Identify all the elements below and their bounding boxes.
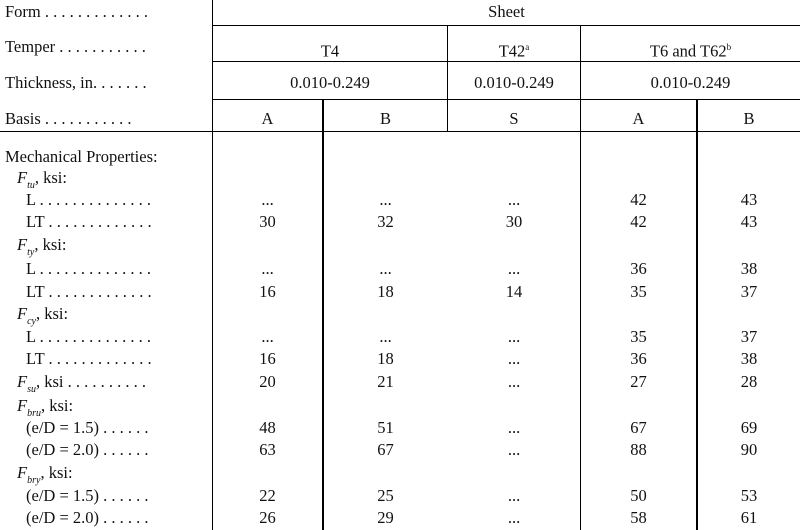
hline-form [213,25,800,26]
cell: 16 [259,349,276,368]
cell: ... [507,486,521,505]
row-label: (e/D = 1.5) . . . . . . [26,486,149,505]
cell: 16 [259,282,276,301]
thickness-t42: 0.010-0.249 [474,73,554,92]
cell: 63 [259,440,276,459]
basis-label: Basis . . . . . . . . . . . [5,109,132,128]
cell: ... [507,349,521,368]
thickness-t6: 0.010-0.249 [650,73,731,92]
group-fty-label: $F_{ty}$, ksi: [17,235,67,258]
cell: ... [507,327,521,346]
basis-b2: B [743,109,755,128]
cell: ... [261,190,274,209]
cell: 36 [630,349,647,368]
sheet-header: Sheet [488,2,525,21]
temper-t42: T42$^a$ [498,41,530,61]
cell: 29 [377,508,394,527]
hline-temper [213,61,800,62]
cell: 38 [740,349,758,368]
basis-s: S [509,109,519,128]
form-label: Form . . . . . . . . . . . . . [5,2,149,21]
group-fcy-label: $F_{cy}$, ksi: [17,304,69,327]
row-label: (e/D = 1.5) . . . . . . [26,418,149,437]
cell: ... [261,327,274,346]
row-label: LT . . . . . . . . . . . . . [26,282,152,301]
thickness-label: Thickness, in. . . . . . . [5,73,147,92]
cell: 42 [630,190,647,209]
row-label: (e/D = 2.0) . . . . . . [26,508,149,527]
cell: ... [507,372,521,391]
cell: 42 [630,212,647,231]
cell: 37 [740,327,758,346]
cell: 25 [377,486,394,505]
cell: 22 [259,486,276,505]
cell: ... [507,440,521,459]
cell: 67 [630,418,647,437]
basis-b1: B [379,109,391,128]
row-label: L . . . . . . . . . . . . . . [26,259,151,278]
cell: 20 [259,372,276,391]
col-divider-t6-ab [696,99,698,530]
row-label: LT . . . . . . . . . . . . . [26,349,152,368]
cell: 21 [377,372,394,391]
fsu-label: $F_{su}$, ksi . . . . . . . . . . [17,372,147,395]
cell: ... [507,508,521,527]
cell: 50 [630,486,647,505]
cell: 35 [630,327,647,346]
basis-a2: A [632,109,645,128]
cell: 30 [259,212,276,231]
cell: 14 [505,282,523,301]
cell: 58 [630,508,647,527]
row-label: (e/D = 2.0) . . . . . . [26,440,149,459]
group-ftu-label: $F_{tu}$, ksi: [17,168,67,191]
cell: 43 [740,190,758,209]
cell: 51 [377,418,394,437]
cell: 27 [630,372,647,391]
hline-basis [0,131,800,132]
cell: 26 [259,508,276,527]
cell: 38 [740,259,758,278]
temper-label: Temper . . . . . . . . . . . [5,37,146,56]
cell: 30 [505,212,523,231]
cell: 67 [377,440,394,459]
row-label: L . . . . . . . . . . . . . . [26,190,151,209]
row-label: L . . . . . . . . . . . . . . [26,327,151,346]
cell: 61 [740,508,758,527]
cell: 53 [740,486,758,505]
cell: 36 [630,259,647,278]
cell: 48 [259,418,276,437]
cell: 18 [377,282,394,301]
cell: 43 [740,212,758,231]
cell: 88 [630,440,647,459]
temper-t6: T6 and T62$^b$ [649,41,732,61]
col-divider-t4-ab [322,99,324,530]
temper-t4: T4 [320,41,340,61]
cell: 69 [740,418,758,437]
hline-thickness [213,99,800,100]
cell: 37 [740,282,758,301]
cell: ... [261,259,274,278]
cell: 28 [740,372,758,391]
section-title: Mechanical Properties: [5,147,158,166]
cell: 18 [377,349,394,368]
cell: ... [507,259,521,278]
row-label: LT . . . . . . . . . . . . . [26,212,152,231]
cell: ... [379,259,392,278]
cell: 32 [377,212,394,231]
cell: ... [507,190,521,209]
cell: ... [507,418,521,437]
cell: 35 [630,282,647,301]
basis-a1: A [261,109,274,128]
cell: 90 [740,440,758,459]
group-fbru-label: $F_{bru}$, ksi: [17,396,74,419]
cell: ... [379,190,392,209]
cell: ... [379,327,392,346]
thickness-t4: 0.010-0.249 [290,73,370,92]
group-fbry-label: $F_{bry}$, ksi: [17,463,73,486]
